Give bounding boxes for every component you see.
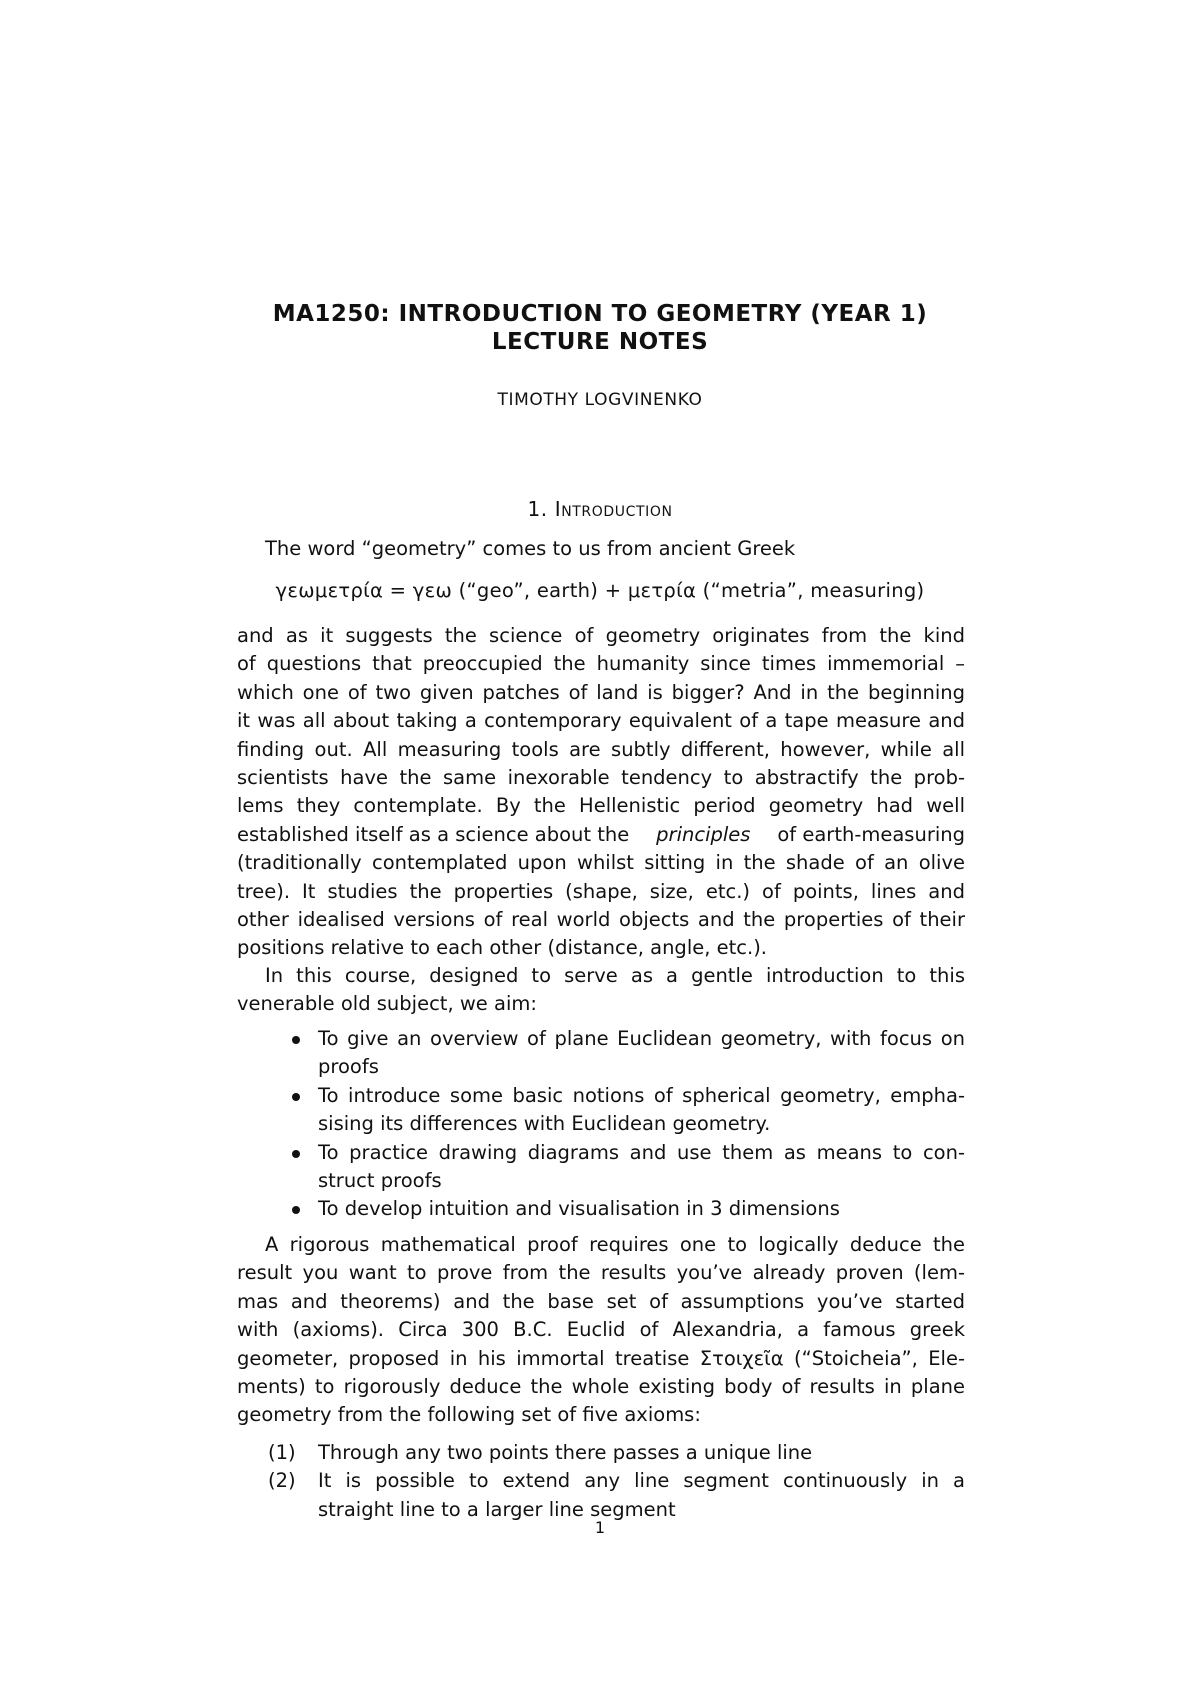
bullet-icon — [292, 1036, 300, 1044]
text-line: To give an overview of plane Euclidean geometry, with focus on — [318, 1027, 965, 1050]
bullet-icon — [292, 1150, 300, 1158]
text-line: To practice drawing diagrams and use them as means to con- — [318, 1140, 965, 1164]
page-number: 1 — [594, 1518, 606, 1537]
list-item — [290, 1139, 965, 1196]
greek-etymology-formula: γεωμετρία = γεω (“geo”, earth) + μετρία (“metria”, measuring) — [275, 579, 925, 602]
list-item — [290, 1025, 965, 1082]
author-name: TIMOTHY LOGVINENKO — [497, 390, 703, 410]
text-fragment: established itself as a science about the — [237, 822, 630, 846]
list-item — [268, 1467, 965, 1524]
text-line: positions relative to each other (distance, angle, etc.). — [237, 936, 767, 960]
text-line: proofs — [318, 1055, 379, 1079]
text-line: finding out. All measuring tools are subtly different, however, while all — [237, 737, 965, 761]
text-line: geometry from the following set of five axioms: — [237, 1403, 701, 1427]
text-line: other idealised versions of real world objects and the properties of their — [237, 907, 965, 931]
paragraph-course-aims — [237, 962, 965, 1019]
section-heading — [0, 497, 1200, 521]
document-title-line-1: MA1250: INTRODUCTION TO GEOMETRY (YEAR 1) — [272, 301, 928, 327]
text-fragment: of earth-measuring — [777, 822, 965, 846]
paragraph-geometry-history — [237, 622, 965, 963]
text-line: with (axioms). Circa 300 B.C. Euclid of Alexandria, a famous greek — [237, 1318, 965, 1342]
text-line: struct proofs — [318, 1168, 442, 1192]
text-line — [237, 821, 965, 849]
text-line: sising its differences with Euclidean geometry. — [318, 1112, 771, 1136]
text-line: To develop intuition and visualisation in 3 dimensions — [318, 1197, 840, 1221]
text-line: lems they contemplate. By the Hellenistic period geometry had well — [237, 794, 965, 818]
list-item — [290, 1082, 965, 1139]
axiom-number: (1) — [268, 1441, 296, 1464]
text-line: tree). It studies the properties (shape, size, etc.) of points, lines and — [237, 879, 965, 903]
document-title-line-2: LECTURE NOTES — [491, 329, 709, 355]
list-item — [290, 1195, 965, 1223]
text-line: and as it suggests the science of geometry originates from the kind — [237, 624, 965, 647]
emphasized-word: principles — [656, 822, 751, 846]
text-line: It is possible to extend any line segment continuously in a — [318, 1469, 965, 1493]
bullet-icon — [292, 1206, 300, 1214]
text-line: A rigorous mathematical proof requires one to logically deduce the — [265, 1233, 965, 1256]
text-line: Through any two points there passes a unique line — [318, 1441, 813, 1464]
text-line: To introduce some basic notions of spherical geometry, empha- — [318, 1083, 965, 1107]
text-line: ments) to rigorously deduce the whole existing body of results in plane — [237, 1374, 965, 1398]
text-line: result you want to prove from the results you’ve already proven (lem- — [237, 1261, 965, 1285]
list-item — [268, 1439, 965, 1467]
bullet-icon — [292, 1093, 300, 1101]
text-line: venerable old subject, we aim: — [237, 992, 537, 1016]
text-line: mas and theorems) and the base set of assumptions you’ve started — [237, 1289, 965, 1313]
text-line: straight line to a larger line segment — [318, 1497, 676, 1521]
axioms-list — [268, 1439, 965, 1524]
text-line: In this course, designed to serve as a gentle introduction to this — [265, 964, 965, 987]
text-line: which one of two given patches of land is bigger? And in the beginning — [237, 680, 965, 704]
text-line: (traditionally contemplated upon whilst sitting in the shade of an olive — [237, 851, 965, 875]
text-line: scientists have the same inexorable tendency to abstractify the prob- — [237, 765, 965, 789]
text-line: it was all about taking a contemporary equivalent of a tape measure and — [237, 709, 965, 733]
axiom-number: (2) — [268, 1469, 296, 1493]
intro-sentence: The word “geometry” comes to us from ancient Greek — [265, 537, 796, 560]
section-title: Introduction — [554, 497, 673, 521]
paragraph-euclid-axioms — [237, 1231, 965, 1430]
aims-list — [290, 1025, 965, 1224]
section-number: 1. — [527, 497, 548, 521]
text-line: geometer, proposed in his immortal treatise Στοιχεῖα (“Stoicheia”, Ele- — [237, 1346, 965, 1370]
text-line: of questions that preoccupied the humanity since times immemorial – — [237, 652, 965, 676]
